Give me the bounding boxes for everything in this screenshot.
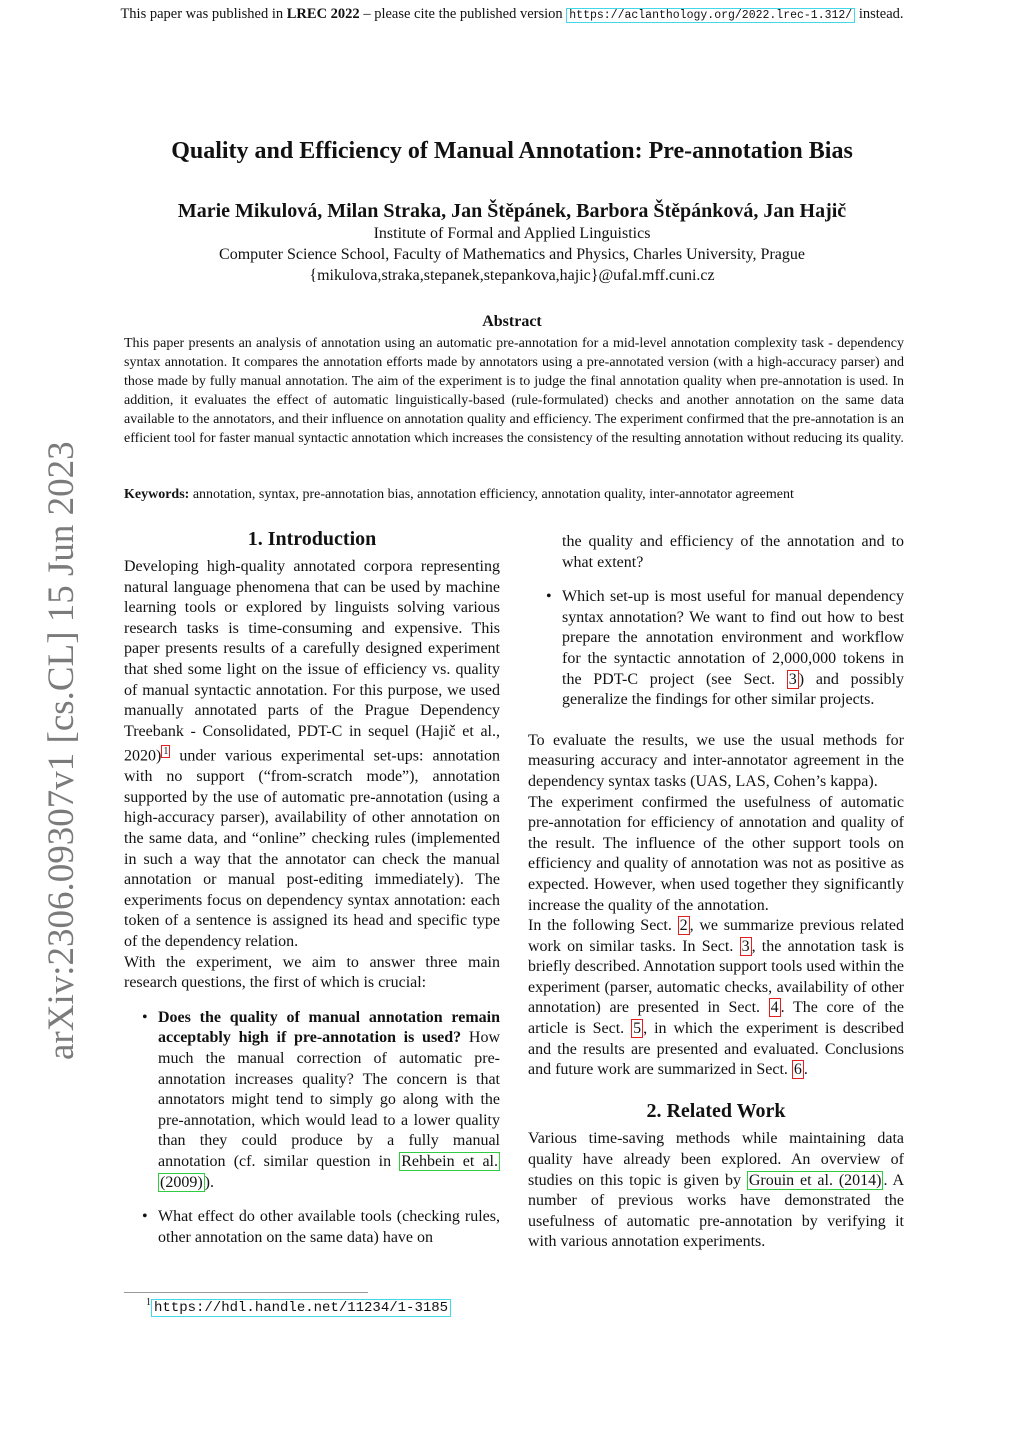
section-ref-2[interactable]: 2 [679, 917, 688, 935]
publication-notice: This paper was published in LREC 2022 – please cite the published version https://aclanthology.org/2022.lrec-1.312/ instead. [120, 6, 904, 22]
intro-paragraph-1: Developing high-quality annotated corpora representing natural language phenomena that can be used by machine learning tools or explored by linguists solving various research tasks is time-consuming and expensive. This paper presents results of a carefully designed experiment that shed some light on the issue of efficiency vs. quality of manual syntactic annotation. For this purpose, we used manually annotated parts of the Prague Dependency Treebank - Consolidated, PDT-C in sequel (Hajič et al., 2020) $^1$ under various experimental set-ups: annotation with no support (“from-scratch mode”), annotation supported by the use of automatic pre-annotation (using a high-accuracy parser), availability of other annotation on the same data, and “online” checking rules (implemented in such a way that the annotator can check the manual annotation or manual post-editing immediately). The experiments focus on dependency syntax annotation: each token of a sentence is assigned its head and specific type of the dependency relation. [124, 558, 500, 951]
footnote-mark: 1 [146, 1297, 151, 1308]
citation-rehbein-year[interactable]: (2009) [160, 1173, 203, 1191]
intro-paragraph-3: To evaluate the results, we use the usual methods for measuring accuracy and inter-annotator agreement in the dependency syntax tasks (UAS, LAS, Cohen’s kappa). [528, 731, 904, 790]
keywords [124, 485, 904, 504]
author-list: Marie Mikulová, Milan Straka, Jan Štěpánek, Barbora Štěpánková, Jan Hajič [177, 200, 847, 222]
intro-paragraph-5: In the following Sect. 2 , we summarize previous related work on similar tasks. In Sect. 3 , the annotation task is briefly described. Annotation support tools used within the experiment (parser, automatic checks, availability of other annotation) are presented in Sect. 4 . The core of the article is Sect. 5 , in which the experiment is described and the results are presented and evaluated. Conclusions and future work are summarized in Sect. 6 . [528, 917, 904, 1079]
footnote-rule [124, 1292, 368, 1293]
section-ref-4[interactable]: 4 [770, 999, 779, 1017]
related-work-heading: 2. Related Work [646, 1099, 786, 1122]
research-question-1: • Does the quality of manual annotation remain acceptably high if pre-annotation is used? How much the manual correction of automatic pre-annotation increases quality? The concern is that annotators might tend to simply go along with the pre-annotation, which would lead to a lower quality than they could produce by a fully manual annotation (cf. similar question in Rehbein et al. (2009) ). [124, 1008, 500, 1193]
venue: LREC 2022 [286, 6, 360, 22]
right-column [528, 532, 904, 1253]
left-column [124, 528, 500, 1262]
author-emails: {mikulova,straka,stepanek,stepankova,hajic}@ufal.mff.cuni.cz [309, 267, 715, 284]
research-questions [124, 1008, 500, 1249]
citation-rehbein[interactable]: Rehbein et al. [401, 1152, 498, 1170]
intro-paragraph-2: With the experiment, we aim to answer three main research questions, the first of which is crucial: [124, 953, 500, 992]
introduction-body [124, 557, 500, 1248]
research-questions-continued [528, 587, 904, 711]
footnote [146, 1297, 451, 1316]
intro-paragraph-4: The experiment confirmed the usefulness of automatic pre-annotation for efficiency of annotation and quality of the result. The influence of the other support tools on efficiency and quality of annotation was not as positive as expected. However, when used together they significantly increase the quality of the annotation. [528, 793, 904, 914]
abstract-text: This paper presents an analysis of annotation using an automatic pre-annotation for a mid-level annotation complexity task - dependency syntax annotation. It compares the annotation efforts made by annotators using a pre-annotated version (with a high-accuracy parser) and those made by fully manual annotation. The aim of the experiment is to judge the final annotation quality when pre-annotation is used. In addition, it evaluates the effect of automatic linguistically-based (rule-formulated) checks and another annotation on the same data available to the annotators, and their influence on annotation quality and efficiency. The experiment confirmed that the pre-annotation is an efficient tool for faster manual syntactic annotation which increases the consistency of the resulting annotation without reducing its quality. [124, 336, 904, 446]
footnote-link[interactable]: https://hdl.handle.net/11234/1-3185 [151, 1299, 451, 1317]
abstract-heading: Abstract [482, 313, 542, 330]
affiliation-institute: Institute of Formal and Applied Linguistics [373, 225, 651, 242]
related-work-paragraph: Various time-saving methods while maintaining data quality have already been explored. An overview of studies on this topic is given by Grouin et al. (2014) . A number of previous works have demonstrated the usefulness of automatic pre-annotation by verifying it with various annotation experiments. [528, 1130, 905, 1251]
research-question-2-continued: the quality and efficiency of the annotation and to what extent? [562, 533, 904, 571]
arxiv-identifier: arXiv:2306.09307v1 [cs.CL] 15 Jun 2023 [41, 441, 82, 1060]
paper-title: Quality and Efficiency of Manual Annotation: Pre-annotation Bias [171, 138, 853, 164]
affiliation-school: Computer Science School, Faculty of Mathematics and Physics, Charles University, Prague [219, 246, 805, 263]
citation-grouin[interactable]: Grouin et al. (2014) [748, 1171, 882, 1189]
section-ref-5[interactable]: 5 [633, 1020, 642, 1038]
keywords-text: annotation, syntax, pre-annotation bias, annotation efficiency, annotation quality, inter-annotator agreement [192, 487, 794, 502]
section-ref-3b[interactable]: 3 [741, 937, 750, 955]
research-question-2: • What effect do other available tools (checking rules, other annotation on the same data) have on [124, 1207, 500, 1248]
section-ref-3[interactable]: 3 [788, 670, 797, 688]
research-question-3: • Which set-up is most useful for manual dependency syntax annotation? We want to find out how to best prepare the annotation environment and workflow for the syntactic annotation of 2,000,000 tokens in the PDT-C project (see Sect. 3 ) and possibly generalize the findings for other similar projects. [528, 587, 904, 711]
section-ref-6[interactable]: 6 [793, 1061, 802, 1079]
keywords-label: Keywords: [124, 487, 190, 502]
footnote-ref[interactable]: 1 [163, 746, 169, 758]
introduction-heading: 1. Introduction [247, 528, 377, 550]
published-version-link[interactable]: https://aclanthology.org/2022.lrec-1.312/ [566, 8, 855, 23]
